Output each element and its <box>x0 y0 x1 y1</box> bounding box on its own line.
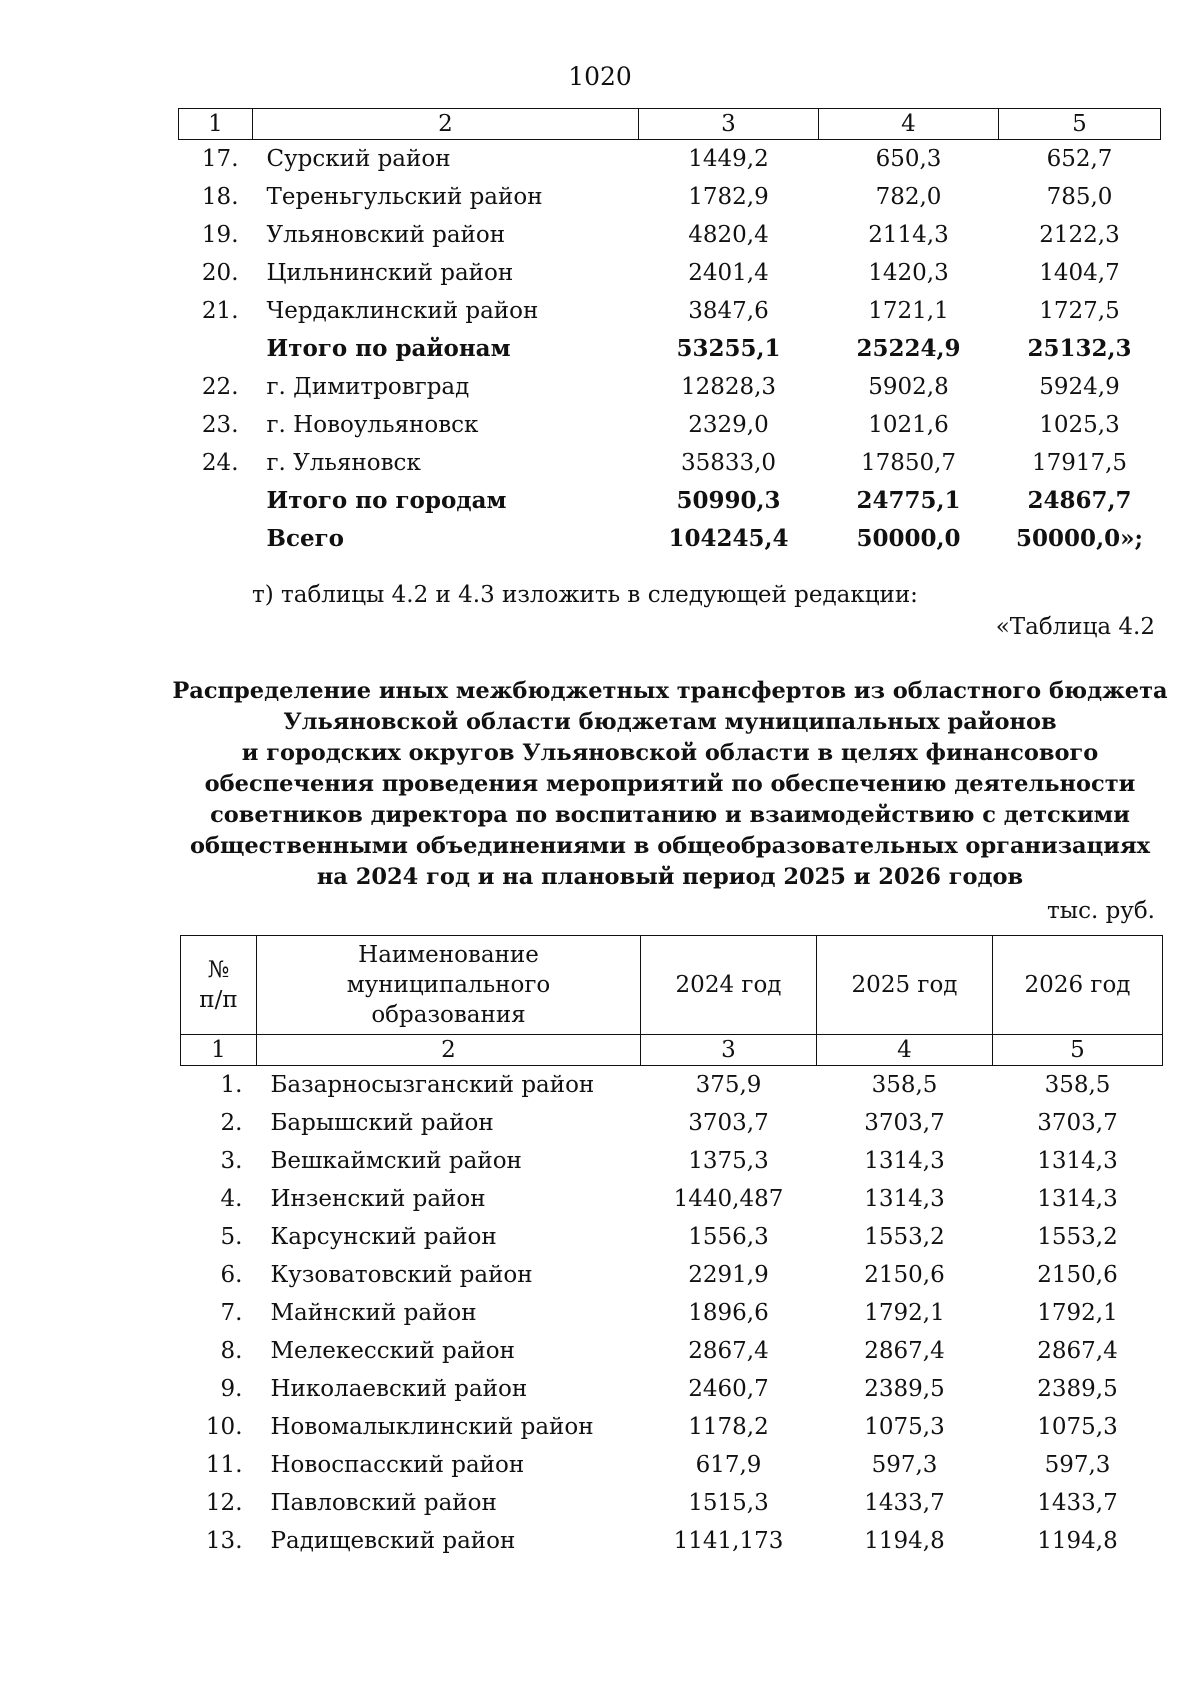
row-name: г. Новоульяновск <box>266 412 479 438</box>
row-name: Цильнинский район <box>266 260 514 286</box>
value-2025: 50000,0 <box>856 525 961 552</box>
row-number: 12. <box>205 1490 243 1516</box>
row-name: Базарносызганский район <box>270 1072 595 1098</box>
table-row <box>179 330 1161 368</box>
row-name: г. Ульяновск <box>266 450 421 476</box>
transfers-table-4-2 <box>180 935 1163 1560</box>
column-index: 3 <box>639 109 819 140</box>
value-2025: 25224,9 <box>856 335 961 362</box>
value-2024: 2329,0 <box>688 412 769 438</box>
title-line: советников директора по воспитанию и взаимодействию с детскими <box>210 802 1130 828</box>
value-2025: 782,0 <box>875 184 942 210</box>
column-index: 2 <box>257 1035 641 1066</box>
table-row <box>179 216 1161 254</box>
row-name: г. Димитровград <box>266 374 470 400</box>
row-number: 6. <box>220 1262 243 1288</box>
value-2025: 1433,7 <box>864 1490 945 1516</box>
value-2024: 375,9 <box>695 1072 762 1098</box>
row-name: Радищевский район <box>270 1528 516 1554</box>
table-header-row <box>181 936 1163 1035</box>
table-index-row <box>179 109 1161 140</box>
table-row <box>179 178 1161 216</box>
row-number: 13. <box>205 1528 243 1554</box>
value-2024: 1375,3 <box>688 1148 769 1174</box>
value-2026: 3703,7 <box>1037 1110 1118 1136</box>
value-2025: 5902,8 <box>868 374 949 400</box>
value-2026: 1314,3 <box>1037 1148 1118 1174</box>
value-2025: 1721,1 <box>868 298 949 324</box>
header-name-line: Наименование <box>358 942 539 968</box>
header-name <box>257 936 641 1035</box>
row-name: Инзенский район <box>270 1186 486 1212</box>
row-name: Вешкаймский район <box>270 1148 522 1174</box>
table-row <box>181 1142 1163 1180</box>
row-number: 1. <box>220 1072 243 1098</box>
row-number: 17. <box>201 146 239 172</box>
column-index: 4 <box>819 109 999 140</box>
value-2024: 617,9 <box>695 1452 762 1478</box>
row-number: 2. <box>220 1110 243 1136</box>
column-index: 1 <box>179 109 253 140</box>
header-name-line: муниципального <box>346 972 551 998</box>
value-2026: 1727,5 <box>1039 298 1120 324</box>
row-name: Майнский район <box>270 1300 477 1326</box>
value-2026: 1792,1 <box>1037 1300 1118 1326</box>
value-2026: 5924,9 <box>1039 374 1120 400</box>
value-2026: 50000,0»; <box>1016 525 1143 552</box>
value-2024: 3847,6 <box>688 298 769 324</box>
value-2025: 1075,3 <box>864 1414 945 1440</box>
table-row <box>181 1180 1163 1218</box>
row-number: 9. <box>220 1376 243 1402</box>
table-row <box>179 140 1161 179</box>
table-row <box>181 1256 1163 1294</box>
title-line: Ульяновской области бюджетам муниципальных районов <box>283 709 1057 735</box>
row-number <box>179 330 253 368</box>
value-2025: 3703,7 <box>864 1110 945 1136</box>
instruction-text: т) таблицы 4.2 и 4.3 изложить в следующей редакции: <box>252 582 918 608</box>
table-row <box>181 1066 1163 1105</box>
value-2024: 35833,0 <box>680 450 777 476</box>
value-2026: 597,3 <box>1044 1452 1111 1478</box>
value-2025: 24775,1 <box>856 487 961 514</box>
row-name: Итого по районам <box>266 335 511 362</box>
title-line: и городских округов Ульяновской области в целях финансового <box>241 740 1099 766</box>
value-2024: 1141,173 <box>673 1528 784 1554</box>
value-2026: 652,7 <box>1046 146 1113 172</box>
row-name: Барышский район <box>270 1110 494 1136</box>
table-row <box>179 254 1161 292</box>
column-index: 2 <box>253 109 639 140</box>
value-2026: 1075,3 <box>1037 1414 1118 1440</box>
table-row <box>179 520 1161 558</box>
transfers-table-continued <box>178 108 1161 558</box>
value-2024: 53255,1 <box>676 335 781 362</box>
header-2026: 2026 год <box>993 936 1163 1035</box>
row-number <box>179 482 253 520</box>
row-number: 22. <box>201 374 239 400</box>
title-line: обеспечения проведения мероприятий по обеспечению деятельности <box>204 771 1136 797</box>
value-2024: 1515,3 <box>688 1490 769 1516</box>
value-2025: 650,3 <box>875 146 942 172</box>
column-index: 3 <box>641 1035 817 1066</box>
row-number: 24. <box>201 450 239 476</box>
value-2024: 1449,2 <box>688 146 769 172</box>
row-name: Карсунский район <box>270 1224 497 1250</box>
table-row <box>181 1370 1163 1408</box>
row-name: Ульяновский район <box>266 222 506 248</box>
row-number: 8. <box>220 1338 243 1364</box>
value-2025: 2114,3 <box>868 222 949 248</box>
row-name: Павловский район <box>270 1490 497 1516</box>
table-row <box>179 406 1161 444</box>
table-row <box>179 368 1161 406</box>
value-2024: 1440,487 <box>673 1186 784 1212</box>
value-2026: 785,0 <box>1046 184 1113 210</box>
value-2026: 1025,3 <box>1039 412 1120 438</box>
value-2025: 1314,3 <box>864 1148 945 1174</box>
header-number-line: № <box>207 957 230 983</box>
table-row <box>179 482 1161 520</box>
value-2025: 2150,6 <box>864 1262 945 1288</box>
value-2024: 2867,4 <box>688 1338 769 1364</box>
value-2024: 1556,3 <box>688 1224 769 1250</box>
table-index-row <box>181 1035 1163 1066</box>
value-2026: 1194,8 <box>1037 1528 1118 1554</box>
value-2024: 1896,6 <box>688 1300 769 1326</box>
column-index: 5 <box>999 109 1161 140</box>
row-number: 10. <box>205 1414 243 1440</box>
table-row <box>181 1484 1163 1522</box>
header-2025: 2025 год <box>817 936 993 1035</box>
row-number: 19. <box>201 222 239 248</box>
table-row <box>181 1294 1163 1332</box>
value-2024: 1782,9 <box>688 184 769 210</box>
table-row <box>181 1218 1163 1256</box>
column-index: 5 <box>993 1035 1163 1066</box>
row-number: 23. <box>201 412 239 438</box>
value-2025: 1792,1 <box>864 1300 945 1326</box>
row-name: Сурский район <box>266 146 451 172</box>
row-name: Тереньгульский район <box>266 184 543 210</box>
row-number: 4. <box>220 1186 243 1212</box>
row-name: Кузоватовский район <box>270 1262 533 1288</box>
value-2024: 12828,3 <box>680 374 777 400</box>
value-2025: 597,3 <box>871 1452 938 1478</box>
value-2024: 3703,7 <box>688 1110 769 1136</box>
column-index: 1 <box>181 1035 257 1066</box>
value-2026: 25132,3 <box>1027 335 1132 362</box>
row-number: 20. <box>201 260 239 286</box>
table-row <box>179 444 1161 482</box>
value-2025: 1553,2 <box>864 1224 945 1250</box>
value-2026: 2389,5 <box>1037 1376 1118 1402</box>
value-2024: 104245,4 <box>668 525 789 552</box>
value-2026: 1314,3 <box>1037 1186 1118 1212</box>
value-2026: 358,5 <box>1044 1072 1111 1098</box>
value-2025: 17850,7 <box>860 450 957 476</box>
table-title <box>140 676 1200 893</box>
units-label: тыс. руб. <box>1047 898 1155 924</box>
table-label: «Таблица 4.2 <box>995 614 1155 640</box>
value-2026: 17917,5 <box>1031 450 1128 476</box>
value-2025: 2867,4 <box>864 1338 945 1364</box>
value-2024: 2401,4 <box>688 260 769 286</box>
table-row <box>181 1332 1163 1370</box>
value-2024: 1178,2 <box>688 1414 769 1440</box>
row-name: Новомалыклинский район <box>270 1414 594 1440</box>
row-name: Николаевский район <box>270 1376 528 1402</box>
row-name: Мелекесский район <box>270 1338 515 1364</box>
value-2025: 1194,8 <box>864 1528 945 1554</box>
header-number <box>181 936 257 1035</box>
value-2026: 24867,7 <box>1027 487 1132 514</box>
value-2024: 50990,3 <box>676 487 781 514</box>
value-2026: 1404,7 <box>1039 260 1120 286</box>
value-2026: 2150,6 <box>1037 1262 1118 1288</box>
value-2024: 4820,4 <box>688 222 769 248</box>
title-line: Распределение иных межбюджетных трансфертов из областного бюджета <box>172 678 1168 704</box>
value-2025: 358,5 <box>871 1072 938 1098</box>
header-2024: 2024 год <box>641 936 817 1035</box>
row-name: Всего <box>266 525 345 552</box>
row-number: 7. <box>220 1300 243 1326</box>
row-name: Новоспасский район <box>270 1452 525 1478</box>
value-2024: 2291,9 <box>688 1262 769 1288</box>
column-index: 4 <box>817 1035 993 1066</box>
row-number: 11. <box>205 1452 243 1478</box>
value-2025: 2389,5 <box>864 1376 945 1402</box>
header-number-line: п/п <box>199 987 238 1013</box>
value-2024: 2460,7 <box>688 1376 769 1402</box>
row-number <box>179 520 253 558</box>
value-2025: 1420,3 <box>868 260 949 286</box>
title-line: на 2024 год и на плановый период 2025 и 2026 годов <box>316 864 1024 890</box>
table-row <box>181 1104 1163 1142</box>
value-2026: 1433,7 <box>1037 1490 1118 1516</box>
header-name-line: образования <box>371 1002 526 1028</box>
value-2025: 1314,3 <box>864 1186 945 1212</box>
table-row <box>179 292 1161 330</box>
row-name: Итого по городам <box>266 487 507 514</box>
row-number: 3. <box>220 1148 243 1174</box>
table-row <box>181 1522 1163 1560</box>
title-line: общественными объединениями в общеобразовательных организациях <box>190 833 1150 859</box>
row-number: 21. <box>201 298 239 324</box>
row-number: 5. <box>220 1224 243 1250</box>
value-2025: 1021,6 <box>868 412 949 438</box>
row-number: 18. <box>201 184 239 210</box>
row-name: Чердаклинский район <box>266 298 539 324</box>
table-row <box>181 1408 1163 1446</box>
value-2026: 1553,2 <box>1037 1224 1118 1250</box>
page-number: 1020 <box>568 62 632 91</box>
table-row <box>181 1446 1163 1484</box>
value-2026: 2122,3 <box>1039 222 1120 248</box>
value-2026: 2867,4 <box>1037 1338 1118 1364</box>
